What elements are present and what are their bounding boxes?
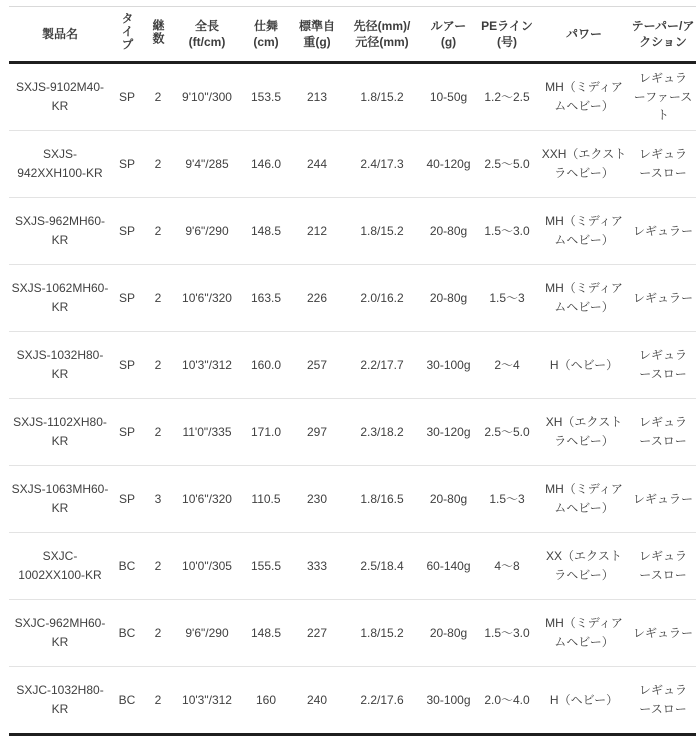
table-row xyxy=(9,198,696,265)
cell-pieces: 2 xyxy=(143,131,173,198)
cell-taper-action: レギュラースロー xyxy=(630,533,696,600)
cell-type: BC xyxy=(118,692,136,707)
cell-product-name: SXJS-1102XH80-KR xyxy=(9,399,111,466)
cell-product-name: SXJS-1032H80-KR xyxy=(9,332,111,399)
cell-type: BC xyxy=(111,600,143,667)
cell-standard-weight: 244 xyxy=(291,131,343,198)
cell-power: MH（ミディアムヘビー） xyxy=(538,600,630,667)
cell-closed-length: 163.5 xyxy=(241,265,291,332)
cell-standard-weight: 240 xyxy=(306,692,328,707)
cell-pe-line: 2.0～4.0 xyxy=(484,692,530,707)
cell-length: 11'0"/335 xyxy=(173,399,241,466)
cell-product-name: SXJS-9102M40-KR xyxy=(9,63,111,131)
cell-diameter: 1.8/15.2 xyxy=(343,600,421,667)
cell-power: XH（エクストラヘビー） xyxy=(538,399,630,466)
cell-power: H（ヘビー） xyxy=(538,332,630,399)
table-header-row xyxy=(9,7,696,63)
cell-pe-line: 4～8 xyxy=(476,533,538,600)
cell-length: 10'3"/312 xyxy=(173,332,241,399)
header-power: パワー xyxy=(538,7,630,63)
cell-type: SP xyxy=(111,332,143,399)
cell-diameter: 2.2/17.7 xyxy=(343,332,421,399)
cell-taper-action: レギュラースロー xyxy=(630,332,696,399)
cell-lure-weight: 30-100g xyxy=(421,332,476,399)
header-pieces: 継数 xyxy=(143,7,173,63)
cell-standard-weight: 230 xyxy=(291,466,343,533)
cell-length: 9'4"/285 xyxy=(173,131,241,198)
cell-standard-weight: 227 xyxy=(291,600,343,667)
cell-diameter: 1.8/15.2 xyxy=(343,198,421,265)
cell-lure-weight: 20-80g xyxy=(421,198,476,265)
header-closed-length: 仕舞 (cm) xyxy=(241,7,291,63)
cell-lure-weight: 20-80g xyxy=(421,600,476,667)
cell-product-name: SXJC-962MH60-KR xyxy=(9,600,111,667)
cell-length: 10'6"/320 xyxy=(173,265,241,332)
cell-power: MH（ミディアムヘビー） xyxy=(538,466,630,533)
cell-type: SP xyxy=(111,198,143,265)
header-lure-weight: ルアー (g) xyxy=(421,7,476,63)
cell-diameter: 1.8/16.5 xyxy=(343,466,421,533)
cell-closed-length: 153.5 xyxy=(241,63,291,131)
cell-taper-action: レギュラーファースト xyxy=(630,63,696,131)
cell-closed-length: 110.5 xyxy=(241,466,291,533)
cell-taper-action: レギュラー xyxy=(630,600,696,667)
cell-type: SP xyxy=(111,63,143,131)
cell-pieces: 2 xyxy=(143,600,173,667)
cell-standard-weight: 257 xyxy=(291,332,343,399)
cell-length: 9'6"/290 xyxy=(173,600,241,667)
cell-pieces: 2 xyxy=(154,692,162,707)
cell-product-name: SXJS-942XXH100-KR xyxy=(9,131,111,198)
header-product-name: 製品名 xyxy=(9,7,111,63)
rod-spec-table xyxy=(9,6,696,736)
cell-lure-weight: 20-80g xyxy=(421,466,476,533)
cell-pe-line: 1.2～2.5 xyxy=(476,63,538,131)
cell-length: 9'6"/290 xyxy=(173,198,241,265)
cell-taper-action: レギュラースロー xyxy=(630,399,696,466)
table-body xyxy=(9,63,696,735)
cell-product-name: SXJS-962MH60-KR xyxy=(9,198,111,265)
cell-pe-line: 2.5～5.0 xyxy=(476,399,538,466)
cell-power: XXH（エクストラヘビー） xyxy=(538,131,630,198)
cell-length: 9'10"/300 xyxy=(173,63,241,131)
cell-taper-action: レギュラー xyxy=(630,466,696,533)
header-taper-action: テーパー/ア クション xyxy=(630,7,696,63)
cell-pe-line: 1.5～3 xyxy=(476,265,538,332)
header-diameter: 先径(mm)/ 元径(mm) xyxy=(343,7,421,63)
cell-taper-action: レギュラースロー xyxy=(638,683,687,716)
cell-power: MH（ミディアムヘビー） xyxy=(538,198,630,265)
cell-pieces: 2 xyxy=(143,198,173,265)
cell-diameter: 1.8/15.2 xyxy=(343,63,421,131)
cell-closed-length: 155.5 xyxy=(241,533,291,600)
cell-closed-length: 171.0 xyxy=(241,399,291,466)
cell-lure-weight: 20-80g xyxy=(421,265,476,332)
cell-taper-action: レギュラースロー xyxy=(630,131,696,198)
cell-power: H（ヘビー） xyxy=(549,692,619,707)
cell-pe-line: 2.5～5.0 xyxy=(476,131,538,198)
cell-diameter: 2.4/17.3 xyxy=(343,131,421,198)
table-row xyxy=(9,63,696,131)
header-length: 全長 (ft/cm) xyxy=(173,7,241,63)
cell-type: SP xyxy=(111,131,143,198)
header-standard-weight: 標準自 重(g) xyxy=(291,7,343,63)
cell-length: 10'0"/305 xyxy=(173,533,241,600)
table-row xyxy=(9,600,696,667)
cell-power: MH（ミディアムヘビー） xyxy=(538,63,630,131)
cell-pieces: 3 xyxy=(143,466,173,533)
cell-pe-line: 2～4 xyxy=(476,332,538,399)
table-row xyxy=(9,131,696,198)
cell-pe-line: 1.5～3.0 xyxy=(476,198,538,265)
cell-lure-weight: 10-50g xyxy=(421,63,476,131)
cell-taper-action: レギュラー xyxy=(630,265,696,332)
table-row xyxy=(9,399,696,466)
header-type: タイプ xyxy=(111,7,143,63)
cell-closed-length: 146.0 xyxy=(241,131,291,198)
cell-closed-length: 148.5 xyxy=(241,600,291,667)
cell-lure-weight: 30-100g xyxy=(426,692,471,707)
rod-spec-table-container xyxy=(9,6,695,736)
cell-type: SP xyxy=(111,399,143,466)
cell-pieces: 2 xyxy=(143,399,173,466)
cell-type: SP xyxy=(111,466,143,533)
cell-power: MH（ミディアムヘビー） xyxy=(538,265,630,332)
cell-standard-weight: 333 xyxy=(291,533,343,600)
cell-pieces: 2 xyxy=(143,332,173,399)
cell-type: SP xyxy=(111,265,143,332)
table-row xyxy=(9,667,696,735)
cell-taper-action: レギュラー xyxy=(630,198,696,265)
cell-diameter: 2.2/17.6 xyxy=(360,692,404,707)
cell-standard-weight: 297 xyxy=(291,399,343,466)
cell-closed-length: 160.0 xyxy=(241,332,291,399)
table-row xyxy=(9,332,696,399)
table-row xyxy=(9,466,696,533)
cell-diameter: 2.0/16.2 xyxy=(343,265,421,332)
cell-diameter: 2.3/18.2 xyxy=(343,399,421,466)
cell-lure-weight: 60-140g xyxy=(421,533,476,600)
cell-pieces: 2 xyxy=(143,265,173,332)
cell-standard-weight: 212 xyxy=(291,198,343,265)
cell-product-name: SXJS-1063MH60-KR xyxy=(9,466,111,533)
cell-length: 10'6"/320 xyxy=(173,466,241,533)
cell-closed-length: 148.5 xyxy=(241,198,291,265)
cell-pieces: 2 xyxy=(143,533,173,600)
cell-product-name: SXJC-1002XX100-KR xyxy=(9,533,111,600)
cell-lure-weight: 30-120g xyxy=(421,399,476,466)
cell-power: XX（エクストラヘビー） xyxy=(538,533,630,600)
cell-length: 10'3"/312 xyxy=(182,692,232,707)
cell-pe-line: 1.5～3 xyxy=(476,466,538,533)
cell-type: BC xyxy=(111,533,143,600)
table-row xyxy=(9,265,696,332)
cell-lure-weight: 40-120g xyxy=(421,131,476,198)
cell-standard-weight: 226 xyxy=(291,265,343,332)
header-pe-line: PEライン (号) xyxy=(476,7,538,63)
table-row xyxy=(9,533,696,600)
cell-diameter: 2.5/18.4 xyxy=(343,533,421,600)
cell-product-name: SXJS-1062MH60-KR xyxy=(9,265,111,332)
cell-closed-length: 160 xyxy=(255,692,277,707)
cell-product-name: SXJC-1032H80-KR xyxy=(16,683,104,716)
cell-pieces: 2 xyxy=(143,63,173,131)
cell-pe-line: 1.5～3.0 xyxy=(476,600,538,667)
cell-standard-weight: 213 xyxy=(291,63,343,131)
